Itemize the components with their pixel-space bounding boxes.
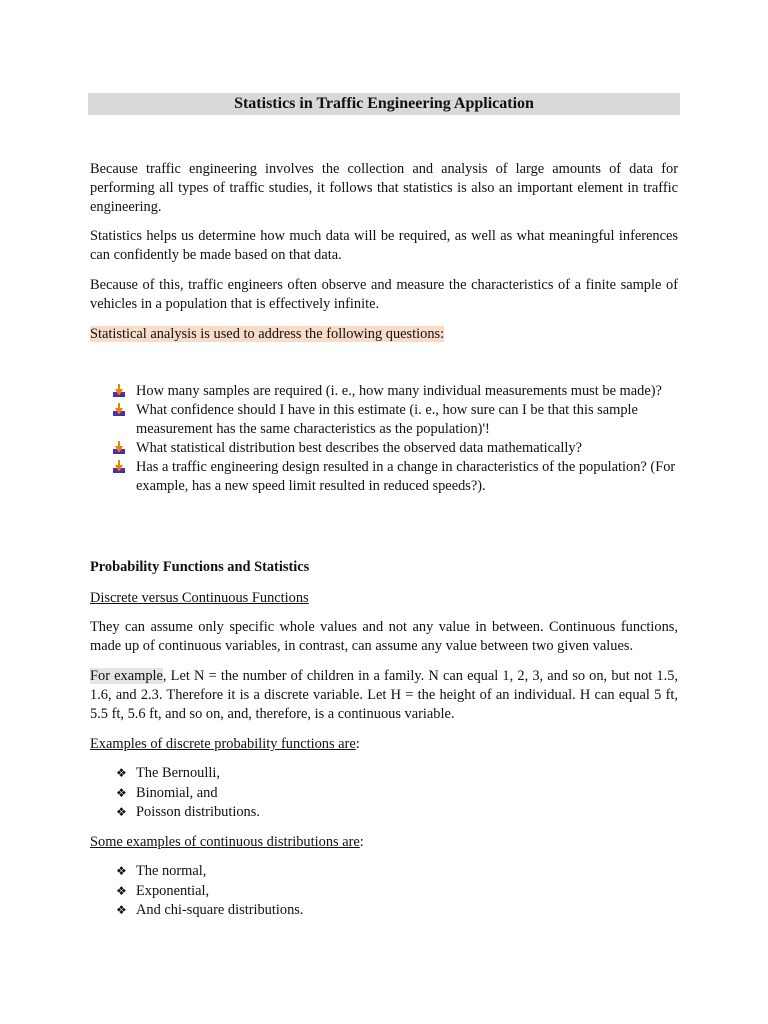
discrete-continuous-paragraph: They can assume only specific whole values and not any value in between. Continuous functions, made up of continuous variables, in contrast, can assume any value between two given values. [90,619,678,654]
list-item-text: The normal, [136,863,207,879]
list-item [116,862,516,882]
document-title: Statistics in Traffic Engineering Application [88,93,680,115]
arrow-down-bullet-icon [112,384,126,398]
list-item-text: Poisson distributions. [136,804,260,820]
discrete-heading-suffix: : [355,736,360,752]
example-lead: For example [90,668,163,684]
list-item [116,803,516,823]
list-item [116,784,516,804]
continuous-heading-suffix: : [359,834,364,850]
discrete-heading-text: Examples of discrete probability functions are [90,736,356,752]
four-diamond-bullet-icon: ❖ [116,805,127,819]
subheading [90,589,678,608]
example-rest: , Let N = the number of children in a family. N can equal 1, 2, 3, and so on, but not 1.5, 1.6, and 2.3. Therefore it is a discrete variable. Let H = the height of an individual. H can equal 5 ft, 5.5 ft, 5.6 ft, and so on, and, therefore, is a continuous variable. [90,668,678,722]
sampling-paragraph: Because of this, traffic engineers often observe and measure the characteristics of a finite sample of vehicles in a population that is effectively infinite. [90,277,678,312]
list-item-text: And chi-square distributions. [136,902,304,918]
arrow-down-bullet-icon [112,403,126,417]
statistics-paragraph: Statistics helps us determine how much data will be required, as well as what meaningful inferences can confidently be made based on that data. [90,228,678,263]
arrow-down-bullet-icon [112,441,126,455]
question-text: How many samples are required (i. e., how many individual measurements must be made)? [136,383,662,399]
list-item [116,882,516,902]
continuous-examples-heading [90,833,678,852]
discrete-list [116,764,516,823]
list-item [116,901,516,921]
list-item-text: The Bernoulli, [136,765,220,781]
list-item [112,458,678,496]
intro-paragraph: Because traffic engineering involves the collection and analysis of large amounts of data for performing all types of traffic studies, it follows that statistics is also an important element in traffic engineering. [90,161,678,215]
question-text: Has a traffic engineering design resulted in a change in characteristics of the population? (For example, has a new speed limit resulted in reduced speeds?). [136,459,676,494]
four-diamond-bullet-icon: ❖ [116,864,127,878]
four-diamond-bullet-icon: ❖ [116,785,127,800]
list-item-text: Binomial, and [136,784,218,801]
four-diamond-bullet-icon: ❖ [116,766,127,780]
continuous-list [116,862,516,921]
four-diamond-bullet-icon: ❖ [116,883,127,898]
questions-intro-text: Statistical analysis is used to address the following questions: [90,326,445,342]
list-item [112,439,678,458]
section-heading: Probability Functions and Statistics [90,559,310,575]
list-item [112,401,678,439]
list-item [112,382,678,401]
list-item [116,764,516,784]
arrow-down-bullet-icon [112,460,126,474]
example-paragraph [90,667,678,724]
discrete-examples-heading [90,735,678,754]
question-text: What confidence should I have in this estimate (i. e., how sure can I be that this sample measurement has the same characteristics as the population)'! [136,402,638,437]
continuous-heading-text: Some examples of continuous distributions are [90,834,360,850]
questions-list [112,382,678,496]
questions-intro [90,325,678,344]
question-text: What statistical distribution best describes the observed data mathematically? [136,440,582,456]
subheading-text: Discrete versus Continuous Functions [90,590,309,606]
four-diamond-bullet-icon: ❖ [116,903,127,917]
list-item-text: Exponential, [136,882,210,899]
